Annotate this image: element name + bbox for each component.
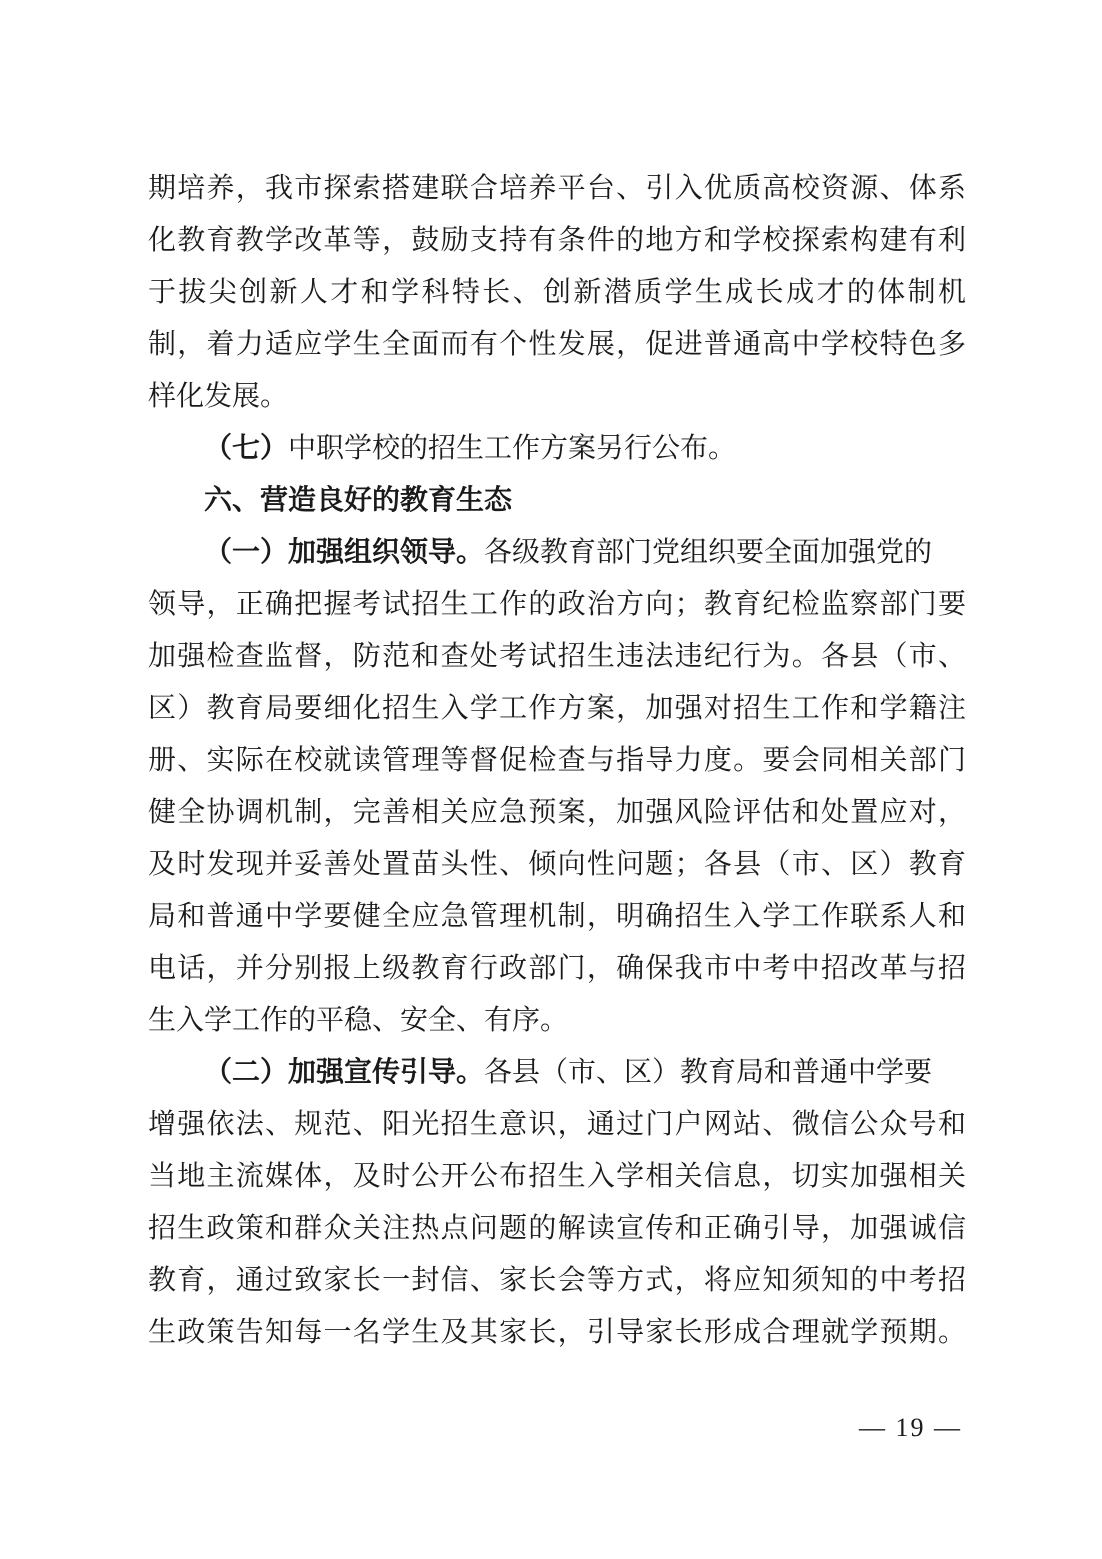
paragraph-line: 增强依法、规范、阳光招生意识，通过门户网站、微信公众号和: [148, 1107, 968, 1140]
paragraph-line: 区）教育局要细化招生入学工作方案，加强对招生工作和学籍注: [148, 691, 968, 724]
paragraph-line: 期培养，我市探索搭建联合培养平台、引入优质高校资源、体系: [148, 171, 968, 204]
item-two-lead: （二）加强宣传引导。: [204, 1055, 485, 1088]
paragraph-line: 生入学工作的平稳、安全、有序。: [148, 1003, 569, 1036]
paragraph-line: 领导，正确把握考试招生工作的政治方向；教育纪检监察部门要: [148, 587, 968, 620]
paragraph-line: 及时发现并妥善处置苗头性、倾向性问题；各县（市、区）教育: [148, 847, 968, 880]
item-one-lead: （一）加强组织领导。: [204, 535, 485, 568]
paragraph-line: 电话，并分别报上级教育行政部门，确保我市中考中招改革与招: [148, 951, 968, 984]
item-one-first-line: （一）加强组织领导。 各级教育部门党组织要全面加强党的: [148, 526, 966, 578]
paragraph-line: 当地主流媒体，及时公开公布招生入学相关信息，切实加强相关: [148, 1159, 968, 1192]
paragraph-line: 局和普通中学要健全应急管理机制，明确招生入学工作联系人和: [148, 899, 968, 932]
page-number: — 19 —: [859, 1413, 962, 1442]
paragraph-line: 样化发展。: [148, 379, 289, 412]
paragraph-line: 健全协调机制，完善相关应急预案，加强风险评估和处置应对，: [148, 795, 968, 828]
paragraph-line: 制，着力适应学生全面而有个性发展，促进普通高中学校特色多: [148, 327, 968, 360]
item-seven-lead: （七）: [204, 431, 289, 464]
section-six-heading: 六、营造良好的教育生态: [204, 483, 513, 516]
paragraph-line: 教育，通过致家长一封信、家长会等方式，将应知须知的中考招: [148, 1263, 968, 1296]
item-seven-text: 中职学校的招生工作方案另行公布。: [288, 431, 737, 464]
paragraph-line: 生政策告知每一名学生及其家长，引导家长形成合理就学预期。: [148, 1315, 968, 1348]
paragraph-line: 化教育教学改革等，鼓励支持有条件的地方和学校探索构建有利: [148, 223, 968, 256]
item-seven: [148, 422, 966, 474]
document-body: [148, 162, 969, 1358]
paragraph-line: 于拔尖创新人才和学科特长、创新潜质学生成长成才的体制机: [148, 275, 969, 308]
paragraph-line: 册、实际在校就读管理等督促检查与指导力度。要会同相关部门: [148, 743, 968, 776]
paragraph-line: 加强检查监督，防范和查处考试招生违法违纪行为。各县（市、: [148, 639, 968, 672]
paragraph-line: 招生政策和群众关注热点问题的解读宣传和正确引导，加强诚信: [148, 1211, 968, 1244]
item-two-first-line: （二）加强宣传引导。 各县（市、区）教育局和普通中学要: [148, 1046, 966, 1098]
